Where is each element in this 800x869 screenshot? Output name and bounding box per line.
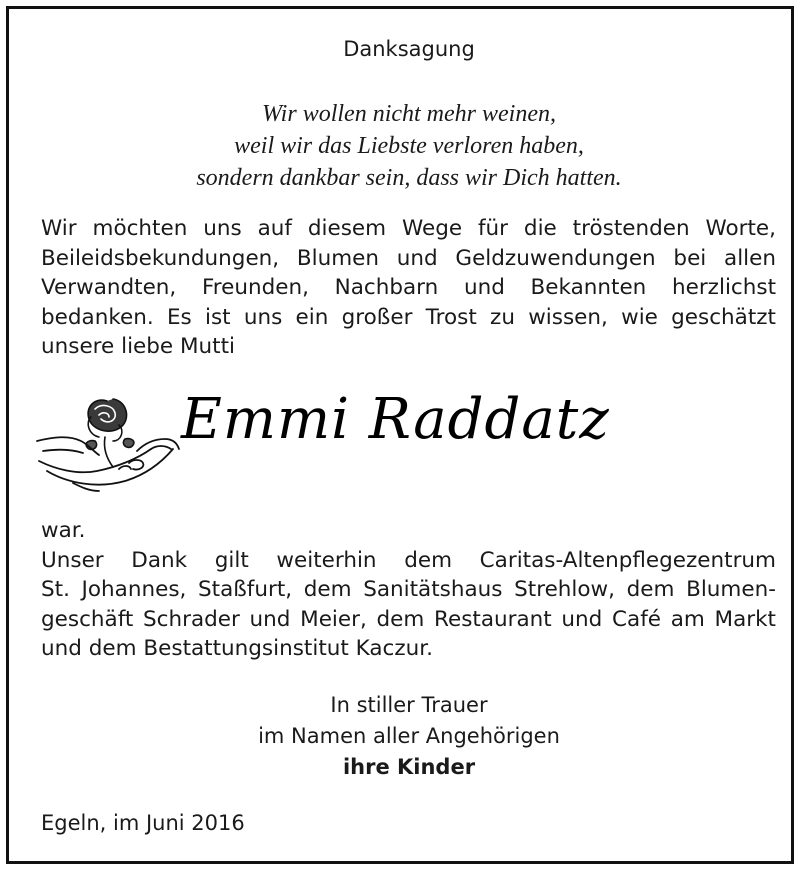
rose-in-hands-icon bbox=[33, 379, 183, 499]
verse-line: Wir wollen nicht mehr weinen, bbox=[262, 101, 556, 127]
closing-line: In stiller Trauer bbox=[330, 693, 488, 717]
paragraph-line: und dem Bestattungsinstitut Kaczur. bbox=[41, 636, 433, 661]
paragraph-line: Unser Dank gilt weiterhin dem Caritas-Altenpflegezentrum bbox=[41, 547, 776, 573]
notice-border bbox=[6, 6, 794, 864]
verse-line: sondern dankbar sein, dass wir Dich hatten. bbox=[196, 165, 622, 191]
notice-content bbox=[41, 9, 777, 861]
paragraph-line: unsere liebe Mutti bbox=[41, 334, 236, 359]
signature: ihre Kinder bbox=[342, 755, 476, 779]
paragraph-line: bedanken. Es ist uns ein großer Trost zu wissen, wie geschätzt bbox=[41, 304, 776, 330]
notice-heading: Danksagung bbox=[343, 37, 475, 61]
paragraph-line: geschäft Schrader und Meier, dem Restaurant und Café am Markt bbox=[41, 606, 776, 632]
paragraph-line: Beileidsbekundungen, Blumen und Geldzuwendungen bei allen bbox=[41, 245, 776, 271]
memorial-verse bbox=[41, 98, 777, 194]
paragraph-line: Wir möchten uns auf diesem Wege für die tröstenden Worte, bbox=[41, 216, 776, 241]
closing-line: im Namen aller Angehörigen bbox=[258, 724, 560, 748]
verse-line: weil wir das Liebste verloren haben, bbox=[234, 133, 584, 159]
place-and-date: Egeln, im Juni 2016 bbox=[41, 811, 245, 835]
closing-block bbox=[41, 690, 777, 783]
paragraph-line: war. bbox=[41, 518, 86, 543]
thanks-paragraph bbox=[41, 214, 776, 362]
paragraph-line: Verwandten, Freunden, Nachbarn und Bekannten herzlichst bbox=[41, 275, 776, 300]
paragraph-line: St. Johannes, Staßfurt, dem Sanitätshaus Strehlow, dem Blumen- bbox=[41, 577, 776, 602]
deceased-name: Emmi Raddatz bbox=[181, 387, 610, 452]
further-thanks-paragraph bbox=[41, 516, 776, 664]
name-row bbox=[33, 379, 773, 499]
